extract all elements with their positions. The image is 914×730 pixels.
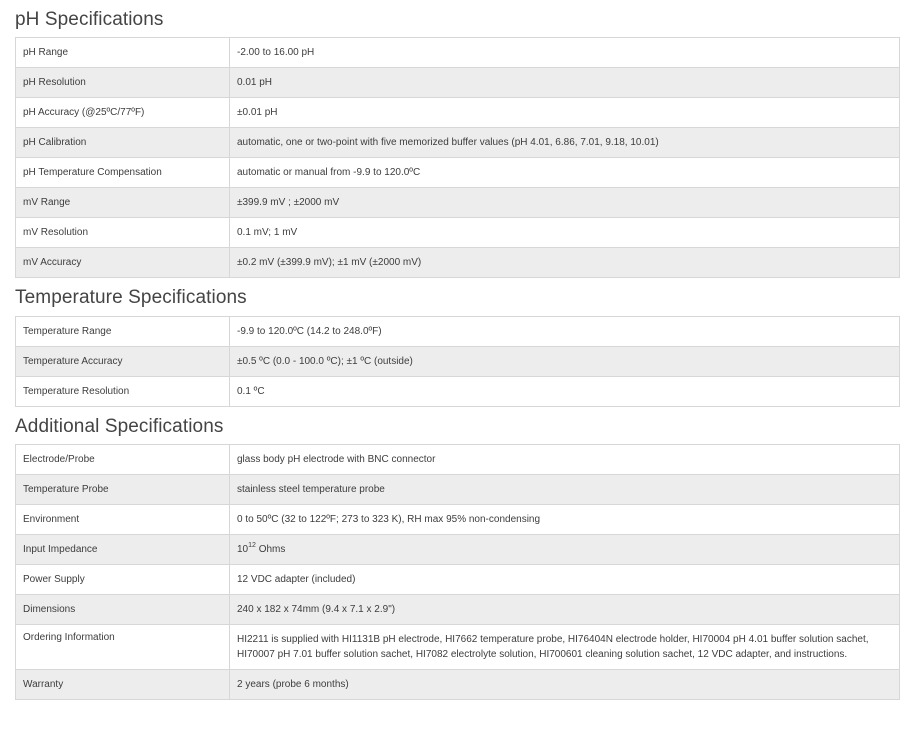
- spec-value: ±0.5 ºC (0.0 - 100.0 ºC); ±1 ºC (outside): [230, 347, 900, 377]
- table-row: [16, 188, 900, 218]
- table-row: [16, 535, 900, 565]
- temperature-specifications-table: [15, 316, 900, 407]
- table-row: [16, 317, 900, 347]
- spec-label: pH Resolution: [16, 68, 230, 98]
- spec-value: [230, 535, 900, 565]
- table-row: [16, 218, 900, 248]
- table-row: [16, 128, 900, 158]
- table-row: [16, 565, 900, 595]
- spec-value: 240 x 182 x 74mm (9.4 x 7.1 x 2.9"): [230, 595, 900, 625]
- table-row: [16, 158, 900, 188]
- spec-value: automatic or manual from -9.9 to 120.0ºC: [230, 158, 900, 188]
- spec-label: pH Range: [16, 38, 230, 68]
- spec-label: Temperature Range: [16, 317, 230, 347]
- spec-label: Ordering Information: [16, 625, 230, 670]
- spec-label: Power Supply: [16, 565, 230, 595]
- table-row: [16, 68, 900, 98]
- spec-value: -9.9 to 120.0ºC (14.2 to 248.0ºF): [230, 317, 900, 347]
- spec-value: 0 to 50ºC (32 to 122ºF; 273 to 323 K), RH max 95% non-condensing: [230, 505, 900, 535]
- additional-specifications-heading: Additional Specifications: [15, 416, 224, 437]
- table-row: [16, 377, 900, 407]
- spec-value: ±0.2 mV (±399.9 mV); ±1 mV (±2000 mV): [230, 248, 900, 278]
- additional-specifications-table: [15, 444, 900, 700]
- spec-value: ±0.01 pH: [230, 98, 900, 128]
- impedance-base: 10: [237, 544, 249, 555]
- table-row: [16, 347, 900, 377]
- temperature-specifications-heading: Temperature Specifications: [15, 287, 247, 308]
- spec-label: Environment: [16, 505, 230, 535]
- impedance-exponent: 12: [248, 542, 256, 549]
- spec-label: mV Accuracy: [16, 248, 230, 278]
- ph-specifications-table: [15, 37, 900, 278]
- spec-label: mV Resolution: [16, 218, 230, 248]
- spec-value: -2.00 to 16.00 pH: [230, 38, 900, 68]
- spec-value: glass body pH electrode with BNC connector: [230, 445, 900, 475]
- spec-label: Temperature Accuracy: [16, 347, 230, 377]
- table-row: [16, 625, 900, 670]
- spec-label: Warranty: [16, 670, 230, 700]
- spec-value: 2 years (probe 6 months): [230, 670, 900, 700]
- spec-value: HI2211 is supplied with HI1131B pH electrode, HI7662 temperature probe, HI76404N electrode holder, HI70004 pH 4.01 buffer solution sachet, HI70007 pH 7.01 buffer solution sachet, HI7082 electrolyte solution, HI700601 cleaning solution sachet, 12 VDC adapter, and instructions.: [230, 625, 900, 670]
- spec-value: 0.1 mV; 1 mV: [230, 218, 900, 248]
- spec-label: Temperature Probe: [16, 475, 230, 505]
- spec-value: automatic, one or two-point with five memorized buffer values (pH 4.01, 6.86, 7.01, 9.18, 10.01): [230, 128, 900, 158]
- spec-label: Dimensions: [16, 595, 230, 625]
- table-row: [16, 595, 900, 625]
- spec-value: ±399.9 mV ; ±2000 mV: [230, 188, 900, 218]
- spec-label: mV Range: [16, 188, 230, 218]
- table-row: [16, 248, 900, 278]
- table-row: [16, 475, 900, 505]
- spec-value: 0.01 pH: [230, 68, 900, 98]
- impedance-unit: Ohms: [255, 544, 286, 555]
- ph-specifications-heading: pH Specifications: [15, 9, 164, 30]
- spec-label: pH Calibration: [16, 128, 230, 158]
- spec-label: pH Accuracy (@25ºC/77ºF): [16, 98, 230, 128]
- table-row: [16, 445, 900, 475]
- spec-label: Temperature Resolution: [16, 377, 230, 407]
- table-row: [16, 38, 900, 68]
- spec-label: Input Impedance: [16, 535, 230, 565]
- spec-value: 12 VDC adapter (included): [230, 565, 900, 595]
- table-row: [16, 670, 900, 700]
- spec-label: pH Temperature Compensation: [16, 158, 230, 188]
- table-row: [16, 505, 900, 535]
- spec-label: Electrode/Probe: [16, 445, 230, 475]
- table-row: [16, 98, 900, 128]
- spec-value: 0.1 ºC: [230, 377, 900, 407]
- spec-value: stainless steel temperature probe: [230, 475, 900, 505]
